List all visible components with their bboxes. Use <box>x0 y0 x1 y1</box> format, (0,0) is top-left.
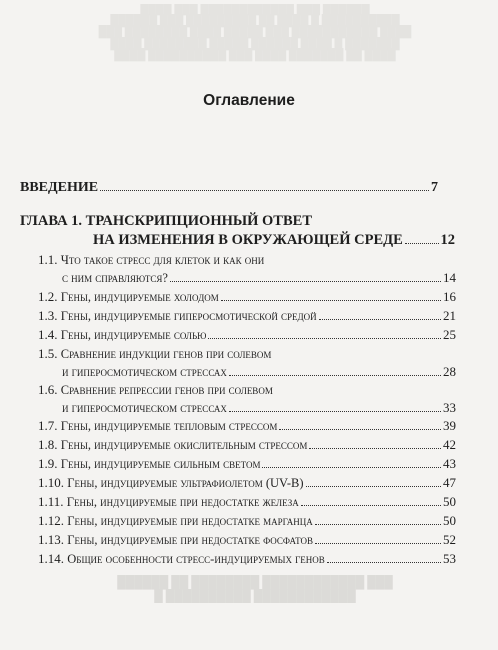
toc-entry-1-1-line1[interactable]: 1.1. Что такое стресс для клеток и как они <box>38 252 265 267</box>
leader-dots <box>306 486 441 487</box>
leader-dots <box>327 562 441 563</box>
leader-dots <box>315 543 441 544</box>
toc-entry-1-4[interactable]: 1.4. Гены, индуцируемые солью 25 <box>38 327 456 342</box>
bleed-through-text-bottom: ██████ ██ ████████ ████████████ ███ █ ██████████ ████████████ <box>117 575 393 603</box>
toc-entry-1-7[interactable]: 1.7. Гены, индуцируемые тепловым стрессом 39 <box>38 418 456 433</box>
toc-entry-1-10[interactable]: 1.10. Гены, индуцируемые ультрафиолетом (UV-B) 47 <box>38 475 456 490</box>
leader-dots <box>279 429 441 430</box>
toc-entry-1-5-line1[interactable]: 1.5. Сравнение индукции генов при солевом <box>38 346 272 361</box>
page-title: Оглавление <box>203 92 295 109</box>
toc-entry-1-3[interactable]: 1.3. Гены, индуцируемые гиперосмотической средой 21 <box>38 308 456 323</box>
leader-dots <box>208 338 441 339</box>
toc-page-number: 7 <box>431 180 438 195</box>
leader-dots <box>170 281 441 282</box>
leader-dots <box>319 319 441 320</box>
toc-entry-1-6-line1[interactable]: 1.6. Сравнение репрессии генов при солевом <box>38 382 273 397</box>
toc-entry-1-8[interactable]: 1.8. Гены, индуцируемые окислительным стрессом 42 <box>38 437 456 452</box>
leader-dots <box>229 375 441 376</box>
leader-dots <box>315 524 441 525</box>
leader-dots <box>262 467 441 468</box>
leader-dots <box>405 243 439 244</box>
leader-dots <box>309 448 441 449</box>
toc-entry-chapter-1[interactable] <box>93 232 455 249</box>
bleed-through-text-top: ████ ███ ████████████ ███ ██████ ██████ ███ █████████ ██ ████ █ ██████████ ███ ████████ ████ █████ ███ ███████████ ████ ████ ████████ █████ ██████ ████ █ ███████ ████ ██████████ ███ ████ ███████ ██ ████ <box>98 4 412 61</box>
toc-entry-intro[interactable] <box>20 180 438 196</box>
toc-entry-1-14[interactable]: 1.14. Общие особенности стресс-индуцируемых генов 53 <box>38 551 456 566</box>
toc-entry-1-13[interactable]: 1.13. Гены, индуцируемые при недостатке фосфатов 52 <box>38 532 456 547</box>
toc-entry-1-2[interactable]: 1.2. Гены, индуцируемые холодом 16 <box>38 289 456 304</box>
toc-entry-1-6[interactable]: и гиперосмотическом стрессах 33 <box>62 400 456 415</box>
toc-entry-label: ВВЕДЕНИЕ <box>20 180 99 195</box>
toc-entry-1-5[interactable]: и гиперосмотическом стрессах 28 <box>62 364 456 379</box>
toc-entry-1-1[interactable]: с ним справляются? 14 <box>62 270 456 285</box>
chapter-1-title-line2: НА ИЗМЕНЕНИЯ В ОКРУЖАЮЩЕЙ СРЕДЕ <box>93 232 403 248</box>
leader-dots <box>100 190 429 191</box>
toc-entry-1-12[interactable]: 1.12. Гены, индуцируемые при недостатке марганца 50 <box>38 513 456 528</box>
toc-entry-1-11[interactable]: 1.11. Гены, индуцируемые при недостатке железа 50 <box>38 494 456 509</box>
leader-dots <box>229 411 441 412</box>
toc-page-number: 12 <box>440 232 455 248</box>
leader-dots <box>221 300 441 301</box>
chapter-1-title-line1: ГЛАВА 1. ТРАНСКРИПЦИОННЫЙ ОТВЕТ <box>20 213 312 229</box>
toc-entry-1-9[interactable]: 1.9. Гены, индуцируемые сильным светом 43 <box>38 456 456 471</box>
leader-dots <box>301 505 441 506</box>
